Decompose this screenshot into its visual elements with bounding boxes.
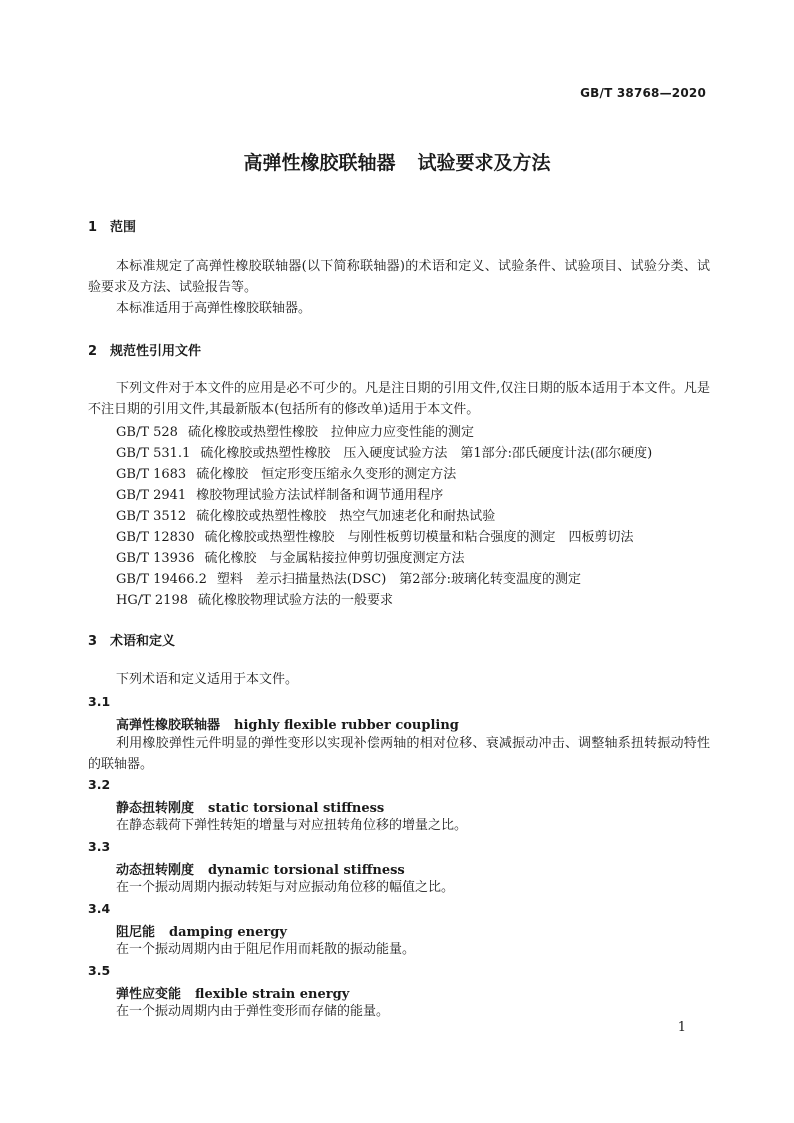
term-entry — [116, 859, 405, 878]
reference-item — [116, 463, 456, 482]
reference-item — [116, 526, 634, 545]
reference-code: HG/T 2198 — [116, 593, 188, 608]
section-title: 术语和定义 — [110, 634, 176, 649]
reference-item — [116, 484, 443, 503]
reference-title: 硫化橡胶或热塑性橡胶 热空气加速老化和耐热试验 — [196, 509, 496, 524]
reference-title: 硫化橡胶 恒定形变压缩永久变形的测定方法 — [196, 467, 457, 482]
section-heading-scope — [88, 216, 136, 235]
reference-code: GB/T 13936 — [116, 551, 195, 566]
clause-number: 3.5 — [88, 963, 111, 978]
section-heading-terms — [88, 630, 175, 649]
reference-code: GB/T 12830 — [116, 530, 195, 545]
term-en: dynamic torsional stiffness — [208, 863, 405, 878]
reference-title: 塑料 差示扫描量热法(DSC) 第2部分:玻璃化转变温度的测定 — [216, 572, 581, 587]
standard-number: GB/T 38768—2020 — [580, 86, 706, 100]
term-zh: 静态扭转刚度 — [116, 801, 195, 816]
clause-number: 3.3 — [88, 839, 111, 854]
reference-code: GB/T 528 — [116, 425, 178, 440]
paragraph: 本标准适用于高弹性橡胶联轴器。 — [116, 301, 312, 316]
term-definition: 在一个振动周期内由于阻尼作用而耗散的振动能量。 — [116, 942, 416, 957]
reference-item — [116, 589, 393, 608]
reference-title: 硫化橡胶或热塑性橡胶 压入硬度试验方法 第1部分:邵氏硬度计法(邵尔硬度) — [200, 446, 653, 461]
term-en: highly flexible rubber coupling — [234, 718, 459, 733]
reference-item — [116, 505, 495, 524]
term-en: flexible strain energy — [195, 987, 350, 1002]
term-entry — [116, 714, 459, 733]
term-entry — [116, 983, 349, 1002]
paragraph: 下列术语和定义适用于本文件。 — [116, 672, 299, 687]
section-number: 3 — [88, 634, 98, 649]
clause-number: 3.2 — [88, 777, 111, 792]
term-en: damping energy — [169, 925, 287, 940]
section-number: 2 — [88, 344, 98, 359]
term-definition: 在一个振动周期内振动转矩与对应振动角位移的幅值之比。 — [116, 880, 455, 895]
paragraph: 本标准规定了高弹性橡胶联轴器(以下简称联轴器)的术语和定义、试验条件、试验项目、试验分类、试验要求及方法、试验报告等。 — [88, 259, 710, 295]
paragraph: 下列文件对于本文件的应用是必不可少的。凡是注日期的引用文件,仅注日期的版本适用于本文件。凡是不注日期的引用文件,其最新版本(包括所有的修改单)适用于本文件。 — [88, 381, 710, 417]
term-zh: 动态扭转刚度 — [116, 863, 195, 878]
section-number: 1 — [88, 220, 98, 235]
reference-code: GB/T 19466.2 — [116, 572, 207, 587]
reference-item — [116, 547, 465, 566]
page-number: 1 — [677, 1020, 686, 1035]
reference-title: 硫化橡胶或热塑性橡胶 拉伸应力应变性能的测定 — [187, 425, 474, 440]
reference-title: 硫化橡胶或热塑性橡胶 与刚性板剪切模量和粘合强度的测定 四板剪切法 — [204, 530, 634, 545]
title-part-1: 高弹性橡胶联轴器 — [243, 152, 396, 174]
clause-number: 3.4 — [88, 901, 111, 916]
reference-title: 硫化橡胶物理试验方法的一般要求 — [198, 593, 394, 608]
term-zh: 高弹性橡胶联轴器 — [116, 718, 221, 733]
section-heading-normative-references — [88, 340, 201, 359]
term-zh: 弹性应变能 — [116, 987, 182, 1002]
document-title — [0, 148, 794, 175]
reference-title: 橡胶物理试验方法试样制备和调节通用程序 — [196, 488, 444, 503]
reference-item — [116, 421, 474, 440]
term-entry — [116, 797, 384, 816]
term-definition: 在一个振动周期内由于弹性变形而存储的能量。 — [116, 1004, 390, 1019]
term-definition: 在静态载荷下弹性转矩的增量与对应扭转角位移的增量之比。 — [116, 818, 468, 833]
term-en: static torsional stiffness — [208, 801, 385, 816]
term-entry — [116, 921, 287, 940]
reference-code: GB/T 531.1 — [116, 446, 191, 461]
reference-code: GB/T 1683 — [116, 467, 187, 482]
reference-item — [116, 568, 581, 587]
reference-item — [116, 442, 652, 461]
section-title: 范围 — [110, 220, 137, 235]
term-definition: 利用橡胶弹性元件明显的弹性变形以实现补偿两轴的相对位移、衰减振动冲击、调整轴系扭转振动特性的联轴器。 — [88, 736, 710, 772]
reference-code: GB/T 3512 — [116, 509, 187, 524]
title-part-2: 试验要求及方法 — [417, 152, 551, 174]
term-zh: 阻尼能 — [116, 925, 156, 940]
reference-code: GB/T 2941 — [116, 488, 187, 503]
section-title: 规范性引用文件 — [110, 344, 202, 359]
clause-number: 3.1 — [88, 694, 111, 709]
reference-title: 硫化橡胶 与金属粘接拉伸剪切强度测定方法 — [204, 551, 465, 566]
